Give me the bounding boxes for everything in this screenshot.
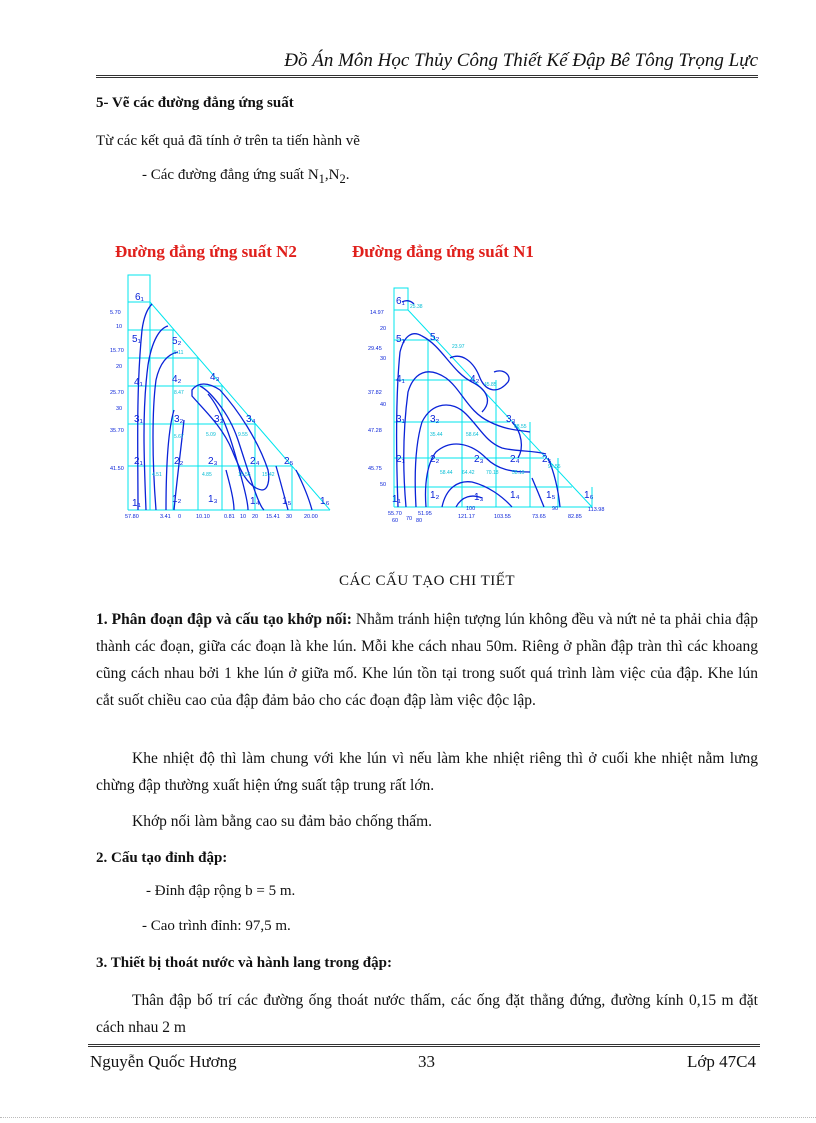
subscript-1: 1	[318, 172, 325, 186]
n2-node: 1₄	[250, 496, 260, 507]
n2-bottom-value: 20.00	[304, 514, 318, 520]
page-header-title: Đồ Án Môn Học Thủy Công Thiết Kế Đập Bê Tông Trọng Lực	[284, 50, 758, 71]
chart-n2-left-values	[110, 310, 124, 472]
n2-bottom-value: 10	[240, 514, 247, 520]
n2-node: 3₃	[214, 414, 224, 425]
n2-inner-value: 8.47	[174, 390, 184, 396]
n1-bottom-value: 103.55	[494, 514, 511, 520]
n1-node: 3₃	[506, 414, 516, 425]
n1-bottom-value: 121.17	[458, 514, 475, 520]
chart-n2-bottom-values	[125, 514, 318, 520]
footer-class: Lớp 47C4	[687, 1052, 756, 1071]
n1-inner-value: 58.19	[512, 470, 525, 476]
n1-node: 3₁	[396, 414, 405, 425]
paragraph-thermal-joint: Khe nhiệt độ thì làm chung với khe lún vì nếu làm khe nhiệt riêng thì ở cuối khe nhiệt nằm lưng chừng đập thường xuất hiện ứng suất tập trung rất lớn.	[96, 750, 758, 794]
n2-node: 2₅	[284, 456, 294, 467]
n1-bottom-value: 113.98	[588, 507, 605, 513]
n2-bottom-value: 0.81	[224, 514, 235, 520]
n1-node: 2₅	[542, 454, 552, 465]
n1-left-value: 37.82	[368, 390, 382, 396]
chart-n1-left-values	[368, 310, 386, 488]
n1-inner-value: 58.44	[440, 470, 453, 476]
n2-left-value: 25.70	[110, 390, 124, 396]
n2-left-value: 41.50	[110, 466, 124, 472]
n1-bottom-value: 51.95	[418, 511, 432, 517]
bullet-comma: ,N	[324, 167, 340, 183]
n2-bottom-value: 57.80	[125, 514, 139, 520]
footer-page-number: 33	[418, 1052, 435, 1071]
heading-drainage: 3. Thiết bị thoát nước và hành lang trong đập:	[96, 955, 392, 971]
n2-bottom-value: 30	[286, 514, 293, 520]
n1-bottom-value: 100	[466, 506, 476, 512]
n2-inner-value: 9.55	[238, 432, 248, 438]
n1-left-value: 29.45	[368, 346, 382, 352]
n1-node: 3₂	[430, 414, 440, 425]
n1-inner-value: 58.64	[466, 432, 479, 438]
header-rule	[96, 75, 758, 80]
n2-bottom-value: 0	[178, 514, 182, 520]
chart-n1-contours	[397, 301, 560, 507]
n1-inner-value: 68.55	[514, 424, 527, 430]
footer-rule	[88, 1044, 760, 1049]
n1-inner-value: 70.18	[486, 470, 499, 476]
n1-left-value: 45.75	[368, 466, 382, 472]
n1-bottom-value: 82.85	[568, 514, 582, 520]
n1-inner-value: 92.55	[548, 464, 561, 470]
n2-node: 1₆	[320, 496, 330, 507]
n1-node: 2₁	[396, 454, 405, 465]
n2-node: 1₅	[282, 496, 292, 507]
n1-node: 1₅	[546, 490, 556, 501]
n2-node: 3₂	[174, 414, 184, 425]
n2-node: 3₁	[134, 414, 143, 425]
page-bottom-edge	[0, 1117, 816, 1118]
paragraph-rubber-joint: Khớp nối làm bằng cao su đảm bảo chống thấm.	[132, 813, 433, 830]
n1-node: 1₂	[430, 490, 440, 501]
chart-n2-title: Đường đẳng ứng suất N2	[115, 242, 297, 261]
bullet-prefix: - Các đường đẳng ứng suất N	[142, 167, 319, 183]
n2-left-value: 10	[116, 324, 123, 330]
heading-dam-crest: 2. Cấu tạo đỉnh đập:	[96, 850, 228, 866]
n1-inner-value: 35.44	[430, 432, 443, 438]
n1-inner-value: 23.97	[452, 344, 465, 350]
n1-bottom-value: 90	[552, 506, 559, 512]
subscript-2: 2	[339, 172, 346, 186]
bullet-crest-elevation: - Cao trình đỉnh: 97,5 m.	[142, 918, 291, 934]
footer-author: Nguyễn Quốc Hương	[90, 1052, 237, 1071]
n2-left-value: 15.70	[110, 348, 124, 354]
paragraph-segmentation-title: 1. Phân đoạn đập và cấu tạo khớp nối:	[96, 611, 352, 628]
n2-node: 3₄	[246, 414, 256, 425]
chart-n1-bottom-values	[388, 506, 604, 524]
n2-node: 2₁	[134, 456, 143, 467]
n2-node: 5₂	[172, 336, 182, 347]
n1-node: 1₁	[392, 494, 401, 505]
n2-node: 1₃	[208, 494, 218, 505]
n1-left-value: 14.97	[370, 310, 384, 316]
n2-left-value: 30	[116, 406, 123, 412]
n1-node: 5₂	[430, 332, 440, 343]
n1-node: 4₁	[396, 374, 405, 385]
paragraph-segmentation-body: Nhằm tránh hiện tượng lún không đều và nứt nẻ ta phải chia đập thành các đoạn, giữa các đoạn là khe lún. Mỗi khe cách nhau 50m. Riêng ở phần đập tràn thì các khoang cũng cách nhau bởi 1 khe lún ở giữa mố. Khe lún tồn tại trong suốt quá trình làm việc của đập. Khe lún cắt suốt chiều cao của đập đảm bảo cho các đoạn đập làm việc độc lập.	[96, 611, 758, 709]
n1-inner-value: 64.42	[462, 470, 475, 476]
n2-inner-value: 5.09	[206, 432, 216, 438]
chart-n2-contours	[138, 304, 312, 510]
n1-left-value: 50	[380, 482, 387, 488]
n2-inner-value: 4.51	[152, 472, 162, 478]
n2-node: 6₁	[135, 292, 144, 303]
section-heading: 5- Vẽ các đường đẳng ứng suất	[96, 95, 294, 111]
n2-left-value: 35.70	[110, 428, 124, 434]
section-intro: Từ các kết quả đã tính ở trên ta tiến hành vẽ	[96, 133, 360, 149]
n1-inner-value: 45.85	[484, 382, 497, 388]
n2-node: 5₁	[132, 334, 141, 345]
n2-bottom-value: 20	[252, 514, 259, 520]
bullet-crest-width: - Đỉnh đập rộng b = 5 m.	[146, 883, 296, 899]
n2-node: 1₂	[172, 494, 182, 505]
chart-n1-figure	[362, 282, 614, 527]
paragraph-drainage-pipes: Thân đập bố trí các đường ống thoát nước thấm, các ống đặt thẳng đứng, đường kính 0,15 m đặt cách nhau 2 m	[96, 992, 758, 1036]
n1-bottom-value: 70	[406, 516, 413, 522]
chart-n2-figure	[108, 270, 340, 525]
details-heading: CÁC CẤU TẠO CHI TIẾT	[338, 573, 516, 589]
n2-node: 2₂	[174, 456, 184, 467]
n2-node: 2₄	[250, 456, 260, 467]
n1-node: 5₁	[396, 334, 405, 345]
n1-node: 4₂	[470, 374, 480, 385]
n1-left-value: 40	[380, 402, 387, 408]
chart-n1-inner-values	[410, 304, 561, 476]
n2-node: 4₁	[134, 377, 143, 388]
n1-node: 6₁	[396, 296, 405, 307]
n1-node: 1₃	[474, 492, 484, 503]
n1-left-value: 20	[380, 326, 387, 332]
n2-node: 2₃	[208, 456, 218, 467]
n2-bottom-value: 10.10	[196, 514, 210, 520]
n1-left-value: 30	[380, 356, 387, 362]
n1-node: 2₃	[474, 454, 484, 465]
n2-inner-value: 15.42	[262, 472, 275, 478]
n1-bottom-value: 73.65	[532, 514, 546, 520]
n1-bottom-value: 60	[392, 518, 399, 524]
n2-bottom-value: 15.41	[266, 514, 280, 520]
n2-inner-value: 5.11	[174, 350, 184, 356]
n2-inner-value: 5.67	[174, 434, 184, 440]
n1-node: 1₆	[584, 490, 594, 501]
n2-left-value: 20	[116, 364, 123, 370]
n2-node: 4₂	[172, 374, 182, 385]
n1-node: 1₄	[510, 490, 520, 501]
paragraph-segmentation	[96, 606, 758, 714]
n1-node: 2₂	[430, 454, 440, 465]
n2-inner-value: 4.85	[202, 472, 212, 478]
n1-left-value: 47.28	[368, 428, 382, 434]
n2-bottom-value: 3.41	[160, 514, 171, 520]
n2-left-value: 5.70	[110, 310, 121, 316]
n1-bottom-value: 55.70	[388, 511, 402, 517]
n1-inner-value: 25.38	[410, 304, 423, 310]
n1-node: 2₄	[510, 454, 520, 465]
bullet-period: .	[345, 167, 350, 183]
n2-node: 4₃	[210, 372, 220, 383]
n2-inner-value: 15.56	[238, 472, 251, 478]
chart-n1-title: Đường đẳng ứng suất N1	[352, 242, 534, 261]
n2-node: 1₁	[132, 498, 141, 509]
bullet-stress-lines	[142, 162, 350, 193]
n1-bottom-value: 80	[416, 518, 423, 524]
